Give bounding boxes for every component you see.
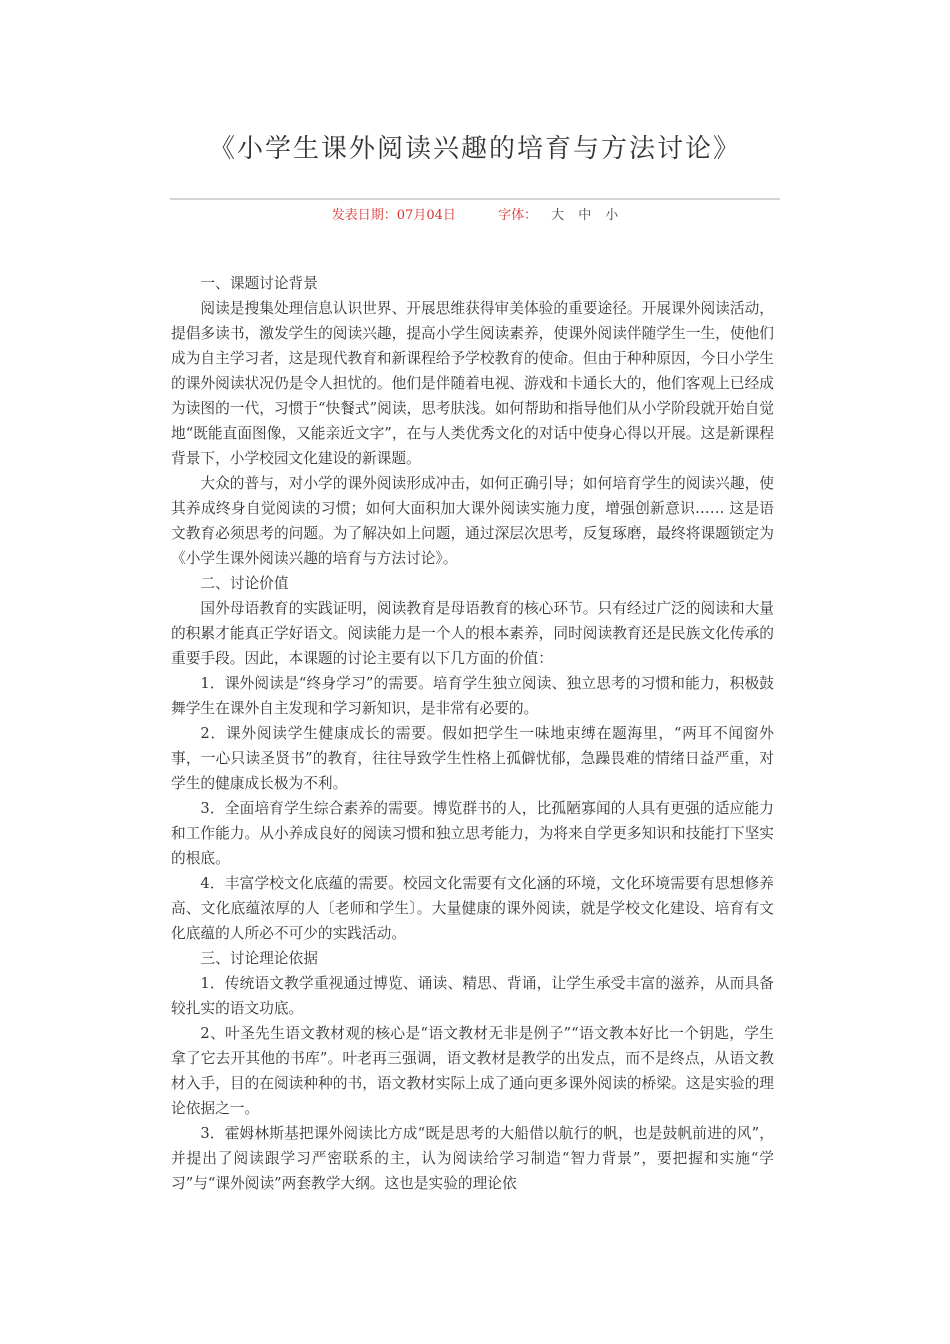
list-item: 4．丰富学校文化底蕴的需要。校园文化需要有文化涵的环境，文化环境需要有思想修养高、文化底蕴浓厚的人〔老师和学生〕。大量健康的课外阅读，就是学校文化建设、培育有文化底蕴的人所必不可少的实践活动。: [171, 875, 774, 942]
body-paragraph: 阅读是搜集处理信息认识世界、开展思维获得审美体验的重要途径。开展课外阅读活动，提倡多读书，激发学生的阅读兴趣，提高小学生阅读素养，使课外阅读伴随学生一生，使他们成为自主学习者，这是现代教育和新课程给予学校教育的使命。但由于种种原因，今日小学生的课外阅读状况仍是令人担忧的。他们是伴随着电视、游戏和卡通长大的，他们客观上已经成为读图的一代，习惯于“快餐式”阅读，思考肤浅。如何帮助和指导他们从小学阶段就开始自觉地“既能直面图像，又能亲近文字”，在与人类优秀文化的对话中使身心得以开展。这是新课程背景下，小学校园文化建设的新课题。: [171, 300, 774, 467]
body-paragraph: 大众的普与，对小学的课外阅读形成冲击，如何正确引导；如何培育学生的阅读兴趣，使其养成终身自觉阅读的习惯；如何大面积加大课外阅读实施力度，增强创新意识…… 这是语文教育必须思考的问题。为了解决如上问题，通过深层次思考，反复琢磨，最终将课题锁定为《小学生课外阅读兴趣的培育与方法讨论》。: [171, 475, 774, 567]
list-item: 2．课外阅读学生健康成长的需要。假如把学生一味地束缚在题海里，“两耳不闻窗外事，一心只读圣贤书”的教育，往往导致学生性格上孤僻忧郁，急躁畏难的情绪日益严重，对学生的健康成长极为不利。: [171, 725, 774, 792]
font-size-large-link[interactable]: 大: [551, 208, 565, 223]
publish-date-value: 07月04日: [396, 208, 456, 223]
font-size-medium-link[interactable]: 中: [578, 208, 592, 223]
section-heading-theory: 三、讨论理论依据: [200, 950, 318, 967]
section-heading-background: 一、课题讨论背景: [200, 275, 318, 292]
font-size-label: 字体：: [498, 208, 538, 223]
article-meta: [0, 204, 950, 223]
title-divider: [170, 198, 780, 200]
list-item: 3．全面培育学生综合素养的需要。博览群书的人，比孤陋寡闻的人具有更强的适应能力和工作能力。从小养成良好的阅读习惯和独立思考能力，为将来自学更多知识和技能打下坚实的根底。: [171, 800, 774, 867]
list-item: 1．课外阅读是“终身学习”的需要。培育学生独立阅读、独立思考的习惯和能力，积极鼓舞学生在课外自主发现和学习新知识，是非常有必要的。: [171, 675, 774, 717]
body-paragraph: 国外母语教育的实践证明，阅读教育是母语教育的核心环节。只有经过广泛的阅读和大量的积累才能真正学好语文。阅读能力是一个人的根本素养，同时阅读教育还是民族文化传承的重要手段。因此，本课题的讨论主要有以下几方面的价值：: [171, 600, 774, 667]
font-size-small-link[interactable]: 小: [605, 208, 619, 223]
publish-date-label: 发表日期：: [331, 208, 397, 223]
list-item: 1．传统语文教学重视通过博览、诵读、精思、背诵，让学生承受丰富的滋养，从而具备较扎实的语文功底。: [171, 975, 774, 1017]
list-item: 3．霍姆林斯基把课外阅读比方成“既是思考的大船借以航行的帆，也是鼓帆前进的风”，并提出了阅读跟学习严密联系的主，认为阅读给学习制造“智力背景”，要把握和实施“学习”与“课外阅读”两套教学大纲。这也是实验的理论依: [171, 1125, 774, 1192]
article-title: 《小学生课外阅读兴趣的培育与方法讨论》: [208, 134, 741, 164]
section-heading-value: 二、讨论价值: [200, 575, 289, 592]
list-item: 2、叶圣先生语文教材观的核心是“语文教材无非是例子”“语文教本好比一个钥匙，学生拿了它去开其他的书库”。叶老再三强调，语文教材是教学的出发点，而不是终点，从语文教材入手，目的在阅读种种的书，语文教材实际上成了通向更多课外阅读的桥梁。这是实验的理论依据之一。: [171, 1025, 774, 1117]
article-body: [171, 271, 774, 1196]
